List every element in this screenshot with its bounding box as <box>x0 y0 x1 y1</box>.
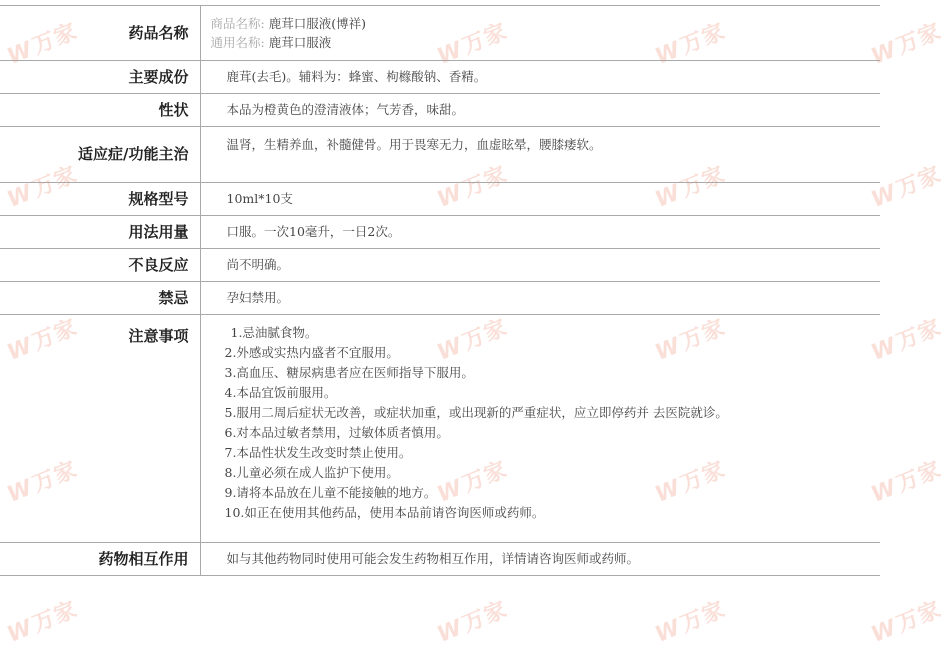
table-row <box>0 127 880 183</box>
watermark-logo: W万家 <box>867 315 946 366</box>
precaution-item: 4.本品宜饭前服用。 <box>224 385 337 400</box>
watermark-logo: W万家 <box>3 19 82 70</box>
watermark-logo: W万家 <box>651 315 730 366</box>
adverse-value: 尚不明确。 <box>200 249 880 282</box>
trade-name <box>211 14 881 33</box>
row-label-spec: 规格型号 <box>0 183 200 216</box>
appearance-value: 本品为橙黄色的澄清液体；气芳香，味甜。 <box>200 94 880 127</box>
row-label-appearance: 性状 <box>0 94 200 127</box>
precaution-item: 6.对本品过敏者禁用，过敏体质者慎用。 <box>224 425 449 440</box>
watermark-logo: W万家 <box>651 19 730 70</box>
table-row <box>0 6 880 61</box>
watermark-logo: W万家 <box>3 597 82 648</box>
row-label-ingredients: 主要成份 <box>0 61 200 94</box>
precaution-item: 2.外感或实热内盛者不宜服用。 <box>224 345 399 360</box>
spec-value: 10ml*10支 <box>200 183 880 216</box>
table-row <box>0 94 880 127</box>
generic-name-key: 通用名称: <box>210 35 265 50</box>
row-label-interactions: 药物相互作用 <box>0 543 200 576</box>
precaution-item: 7.本品性状发生改变时禁止使用。 <box>224 445 412 460</box>
watermark-logo: W万家 <box>867 162 946 213</box>
precautions-cell <box>200 315 880 543</box>
row-label-dosage: 用法用量 <box>0 216 200 249</box>
watermark-logo: W万家 <box>433 19 512 70</box>
precaution-item: 9.请将本品放在儿童不能接触的地方。 <box>224 485 437 500</box>
watermark-logo: W万家 <box>651 597 730 648</box>
trade-name-value: 鹿茸口服液(博祥) <box>268 16 366 31</box>
watermark-logo: W万家 <box>867 19 946 70</box>
table-row <box>0 282 880 315</box>
generic-name <box>211 33 881 52</box>
table-row <box>0 216 880 249</box>
row-label-drug-name: 药品名称 <box>0 6 200 61</box>
watermark-logo: W万家 <box>433 315 512 366</box>
contraindications-value: 孕妇禁用。 <box>200 282 880 315</box>
watermark-logo: W万家 <box>651 162 730 213</box>
table-row <box>0 61 880 94</box>
generic-name-value: 鹿茸口服液 <box>268 35 332 50</box>
row-label-contraindications: 禁忌 <box>0 282 200 315</box>
watermark-logo: W万家 <box>867 597 946 648</box>
precaution-item: 5.服用二周后症状无改善，或症状加重，或出现新的严重症状，应立即停药并 去医院就诊。 <box>224 405 728 420</box>
row-label-adverse: 不良反应 <box>0 249 200 282</box>
precaution-item: 8.儿童必须在成人监护下使用。 <box>224 465 399 480</box>
watermark-logo: W万家 <box>651 457 730 508</box>
watermark-logo: W万家 <box>433 162 512 213</box>
watermark-logo: W万家 <box>867 457 946 508</box>
table-row <box>0 543 880 576</box>
interactions-value: 如与其他药物同时使用可能会发生药物相互作用，详情请咨询医师或药师。 <box>200 543 880 576</box>
watermark-logo: W万家 <box>3 162 82 213</box>
trade-name-key: 商品名称: <box>210 16 265 31</box>
indications-value: 温肾，生精养血，补髓健骨。用于畏寒无力，血虚眩晕，腰膝痿软。 <box>200 127 880 183</box>
table-row <box>0 183 880 216</box>
table-row <box>0 249 880 282</box>
precaution-item: 3.高血压、糖尿病患者应在医师指导下服用。 <box>224 365 474 380</box>
watermark-logo: W万家 <box>433 597 512 648</box>
table-row <box>0 315 880 543</box>
ingredients-value: 鹿茸(去毛)。辅料为：蜂蜜、枸橼酸钠、香精。 <box>200 61 880 94</box>
precaution-item: 10.如正在使用其他药品，使用本品前请咨询医师或药师。 <box>224 505 545 520</box>
drug-name-cell <box>200 6 880 61</box>
row-label-indications: 适应症/功能主治 <box>0 127 200 183</box>
watermark-logo: W万家 <box>3 457 82 508</box>
drug-info-table <box>0 5 880 576</box>
watermark-logo: W万家 <box>3 315 82 366</box>
precaution-item: 1.忌油腻食物。 <box>230 325 318 340</box>
row-label-precautions: 注意事项 <box>0 315 200 543</box>
dosage-value: 口服。一次10毫升，一日2次。 <box>200 216 880 249</box>
watermark-logo: W万家 <box>433 457 512 508</box>
